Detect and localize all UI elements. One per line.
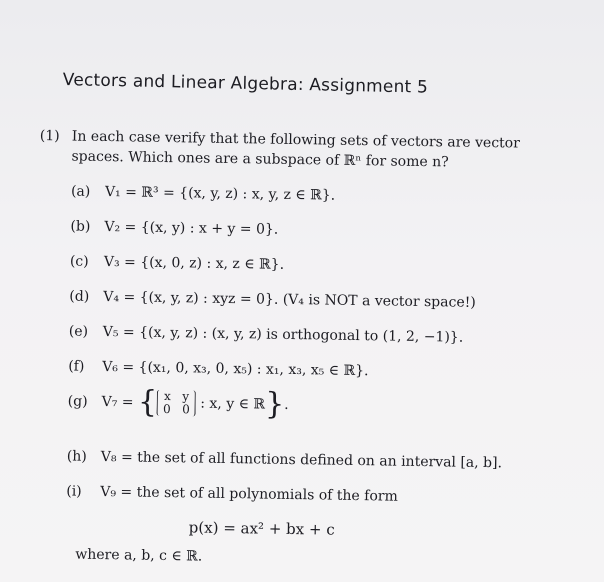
item-b [70, 218, 278, 237]
closing-line: where a, b, c ∈ ℝ. [75, 546, 203, 565]
item-a [71, 183, 335, 203]
question-number: (1) [39, 128, 60, 145]
item-label: (d) [69, 288, 90, 305]
item-text: V₅ = {(x, y, z) : (x, y, z) is orthogonal to (1, 2, −1)}. [102, 324, 464, 346]
item-text: V₁ = ℝ³ = {(x, y, z) : x, y, z ∈ ℝ}. [104, 184, 336, 204]
item-label: (f) [68, 358, 85, 375]
item-text: V₉ = the set of all polynomials of the form [100, 483, 398, 505]
item-label: (c) [69, 253, 89, 270]
right-brace: } [264, 386, 285, 422]
left-brace: { [137, 384, 158, 420]
matrix [157, 390, 196, 417]
item-label: (i) [66, 483, 82, 500]
assignment-title: Vectors and Linear Algebra: Assignment 5 [62, 70, 429, 98]
matrix-row-2: 0 0 [162, 401, 190, 417]
matrix-row-1: x y [164, 388, 190, 404]
item-suffix: : x, y ∈ ℝ [195, 395, 266, 413]
item-label: (h) [66, 448, 87, 465]
item-i [66, 483, 398, 504]
item-label: (a) [70, 183, 91, 200]
item-c [70, 253, 284, 272]
item-e [69, 323, 464, 345]
item-text: V₆ = {(x₁, 0, x₃, 0, x₅) : x₁, x₃, x₅ ∈ ℝ}. [102, 359, 369, 380]
item-prefix: V₇ = [101, 394, 139, 411]
item-label: (g) [67, 393, 88, 410]
item-text: V₃ = {(x, 0, z) : x, z ∈ ℝ}. [103, 254, 285, 273]
item-g [67, 384, 289, 422]
item-h [67, 448, 502, 471]
item-label: (b) [70, 218, 91, 235]
polynomial-formula: p(x) = ax² + bx + c [188, 518, 335, 539]
question-intro-line2: spaces. Which ones are a subspace of ℝⁿ for some n? [71, 148, 449, 171]
question-block [39, 128, 580, 565]
item-text: V₂ = {(x, y) : x + y = 0}. [104, 219, 279, 238]
item-label: (e) [68, 323, 89, 340]
item-d [69, 288, 476, 310]
item-f [68, 358, 369, 379]
item-text: V₄ = {(x, y, z) : xyz = 0}. (V₄ is NOT a vector space!) [103, 289, 476, 311]
question-intro-line1: In each case verify that the following sets of vectors are vector [71, 128, 520, 152]
item-text: V₈ = the set of all functions defined on an interval [a, b]. [100, 448, 503, 472]
period: . [284, 396, 289, 413]
